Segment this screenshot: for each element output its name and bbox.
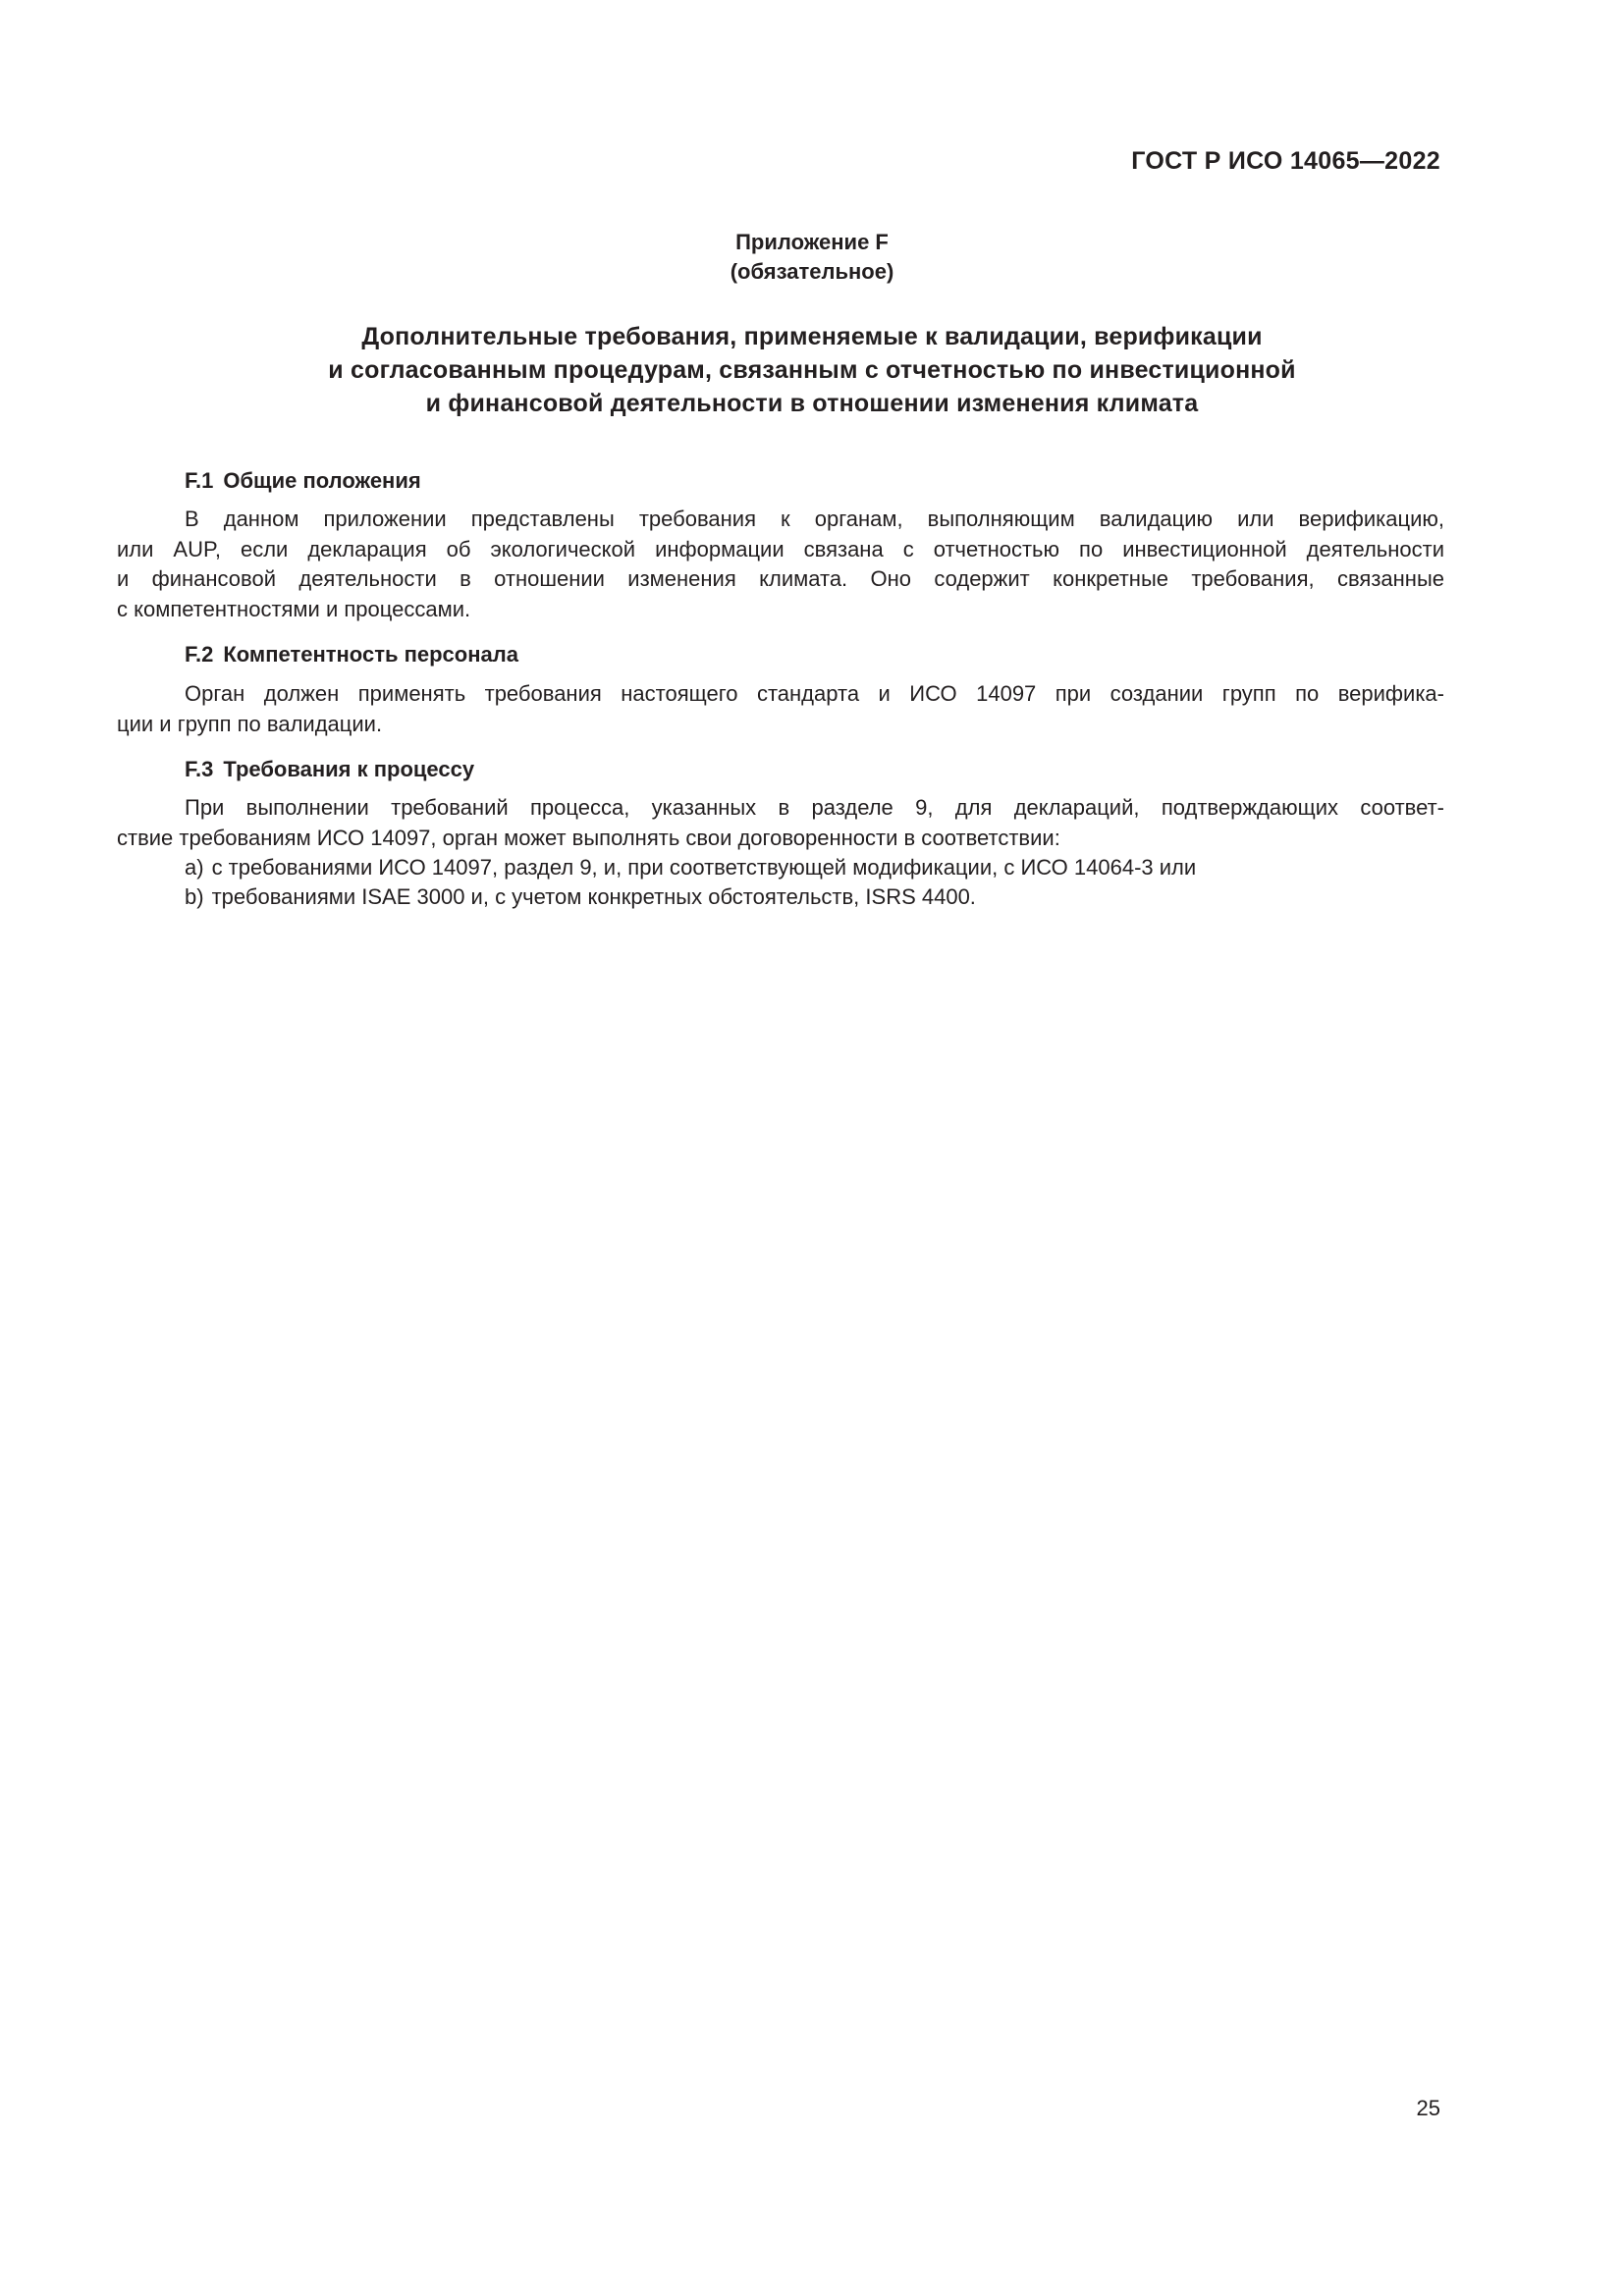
section-number: F.1 bbox=[185, 468, 214, 493]
annex-title-line: и финансовой деятельности в отношении изменения климата bbox=[425, 390, 1199, 417]
page-number: 25 bbox=[1416, 2096, 1440, 2120]
section-heading-f2 bbox=[185, 640, 518, 669]
section-number: F.2 bbox=[185, 642, 214, 667]
annex-title-line: и согласованным процедурам, связанным с отчетностью по инвестиционной bbox=[328, 356, 1296, 384]
list-item bbox=[185, 853, 1196, 882]
paragraph-line: При выполнении требований процесса, указанных в разделе 9, для деклараций, подтверждающих соответ- bbox=[185, 795, 1444, 820]
section-paragraph-f3 bbox=[117, 793, 1444, 853]
document-code: ГОСТ Р ИСО 14065—2022 bbox=[1131, 147, 1440, 175]
paragraph-line: Орган должен применять требования настоящего стандарта и ИСО 14097 при создании групп по верифика- bbox=[185, 681, 1444, 706]
section-heading-f3 bbox=[185, 755, 474, 784]
list-item bbox=[185, 882, 976, 912]
annex-title-line: Дополнительные требования, применяемые к валидации, верификации bbox=[361, 323, 1263, 350]
paragraph-line: или AUP, если декларация об экологической информации связана с отчетностью по инвестиционной деятельности bbox=[117, 536, 1444, 561]
section-heading-f1 bbox=[185, 466, 421, 496]
list-text: с требованиями ИСО 14097, раздел 9, и, при соответствующей модификации, с ИСО 14064-3 или bbox=[211, 855, 1197, 880]
paragraph-line: ции и групп по валидации. bbox=[117, 711, 383, 736]
section-number: F.3 bbox=[185, 757, 214, 781]
paragraph-line: и финансовой деятельности в отношении изменения климата. Оно содержит конкретные требования, связанные bbox=[117, 566, 1444, 591]
list-text: требованиями ISAE 3000 и, с учетом конкретных обстоятельств, ISRS 4400. bbox=[211, 884, 976, 909]
annex-title bbox=[196, 320, 1428, 420]
paragraph-line: ствие требованиям ИСО 14097, орган может выполнять свои договоренности в соответствии: bbox=[117, 825, 1060, 850]
annex-status: (обязательное) bbox=[730, 259, 894, 284]
paragraph-line: с компетентностями и процессами. bbox=[117, 596, 471, 621]
annex-label: Приложение F bbox=[735, 230, 889, 254]
list-marker: a) bbox=[185, 855, 204, 880]
section-title: Требования к процессу bbox=[223, 757, 475, 781]
section-title: Общие положения bbox=[223, 468, 421, 493]
section-title: Компетентность персонала bbox=[223, 642, 518, 667]
section-paragraph-f1 bbox=[117, 505, 1444, 624]
list-marker: b) bbox=[185, 884, 204, 909]
section-paragraph-f2 bbox=[117, 679, 1444, 739]
paragraph-line: В данном приложении представлены требования к органам, выполняющим валидацию или верификацию, bbox=[185, 507, 1444, 531]
